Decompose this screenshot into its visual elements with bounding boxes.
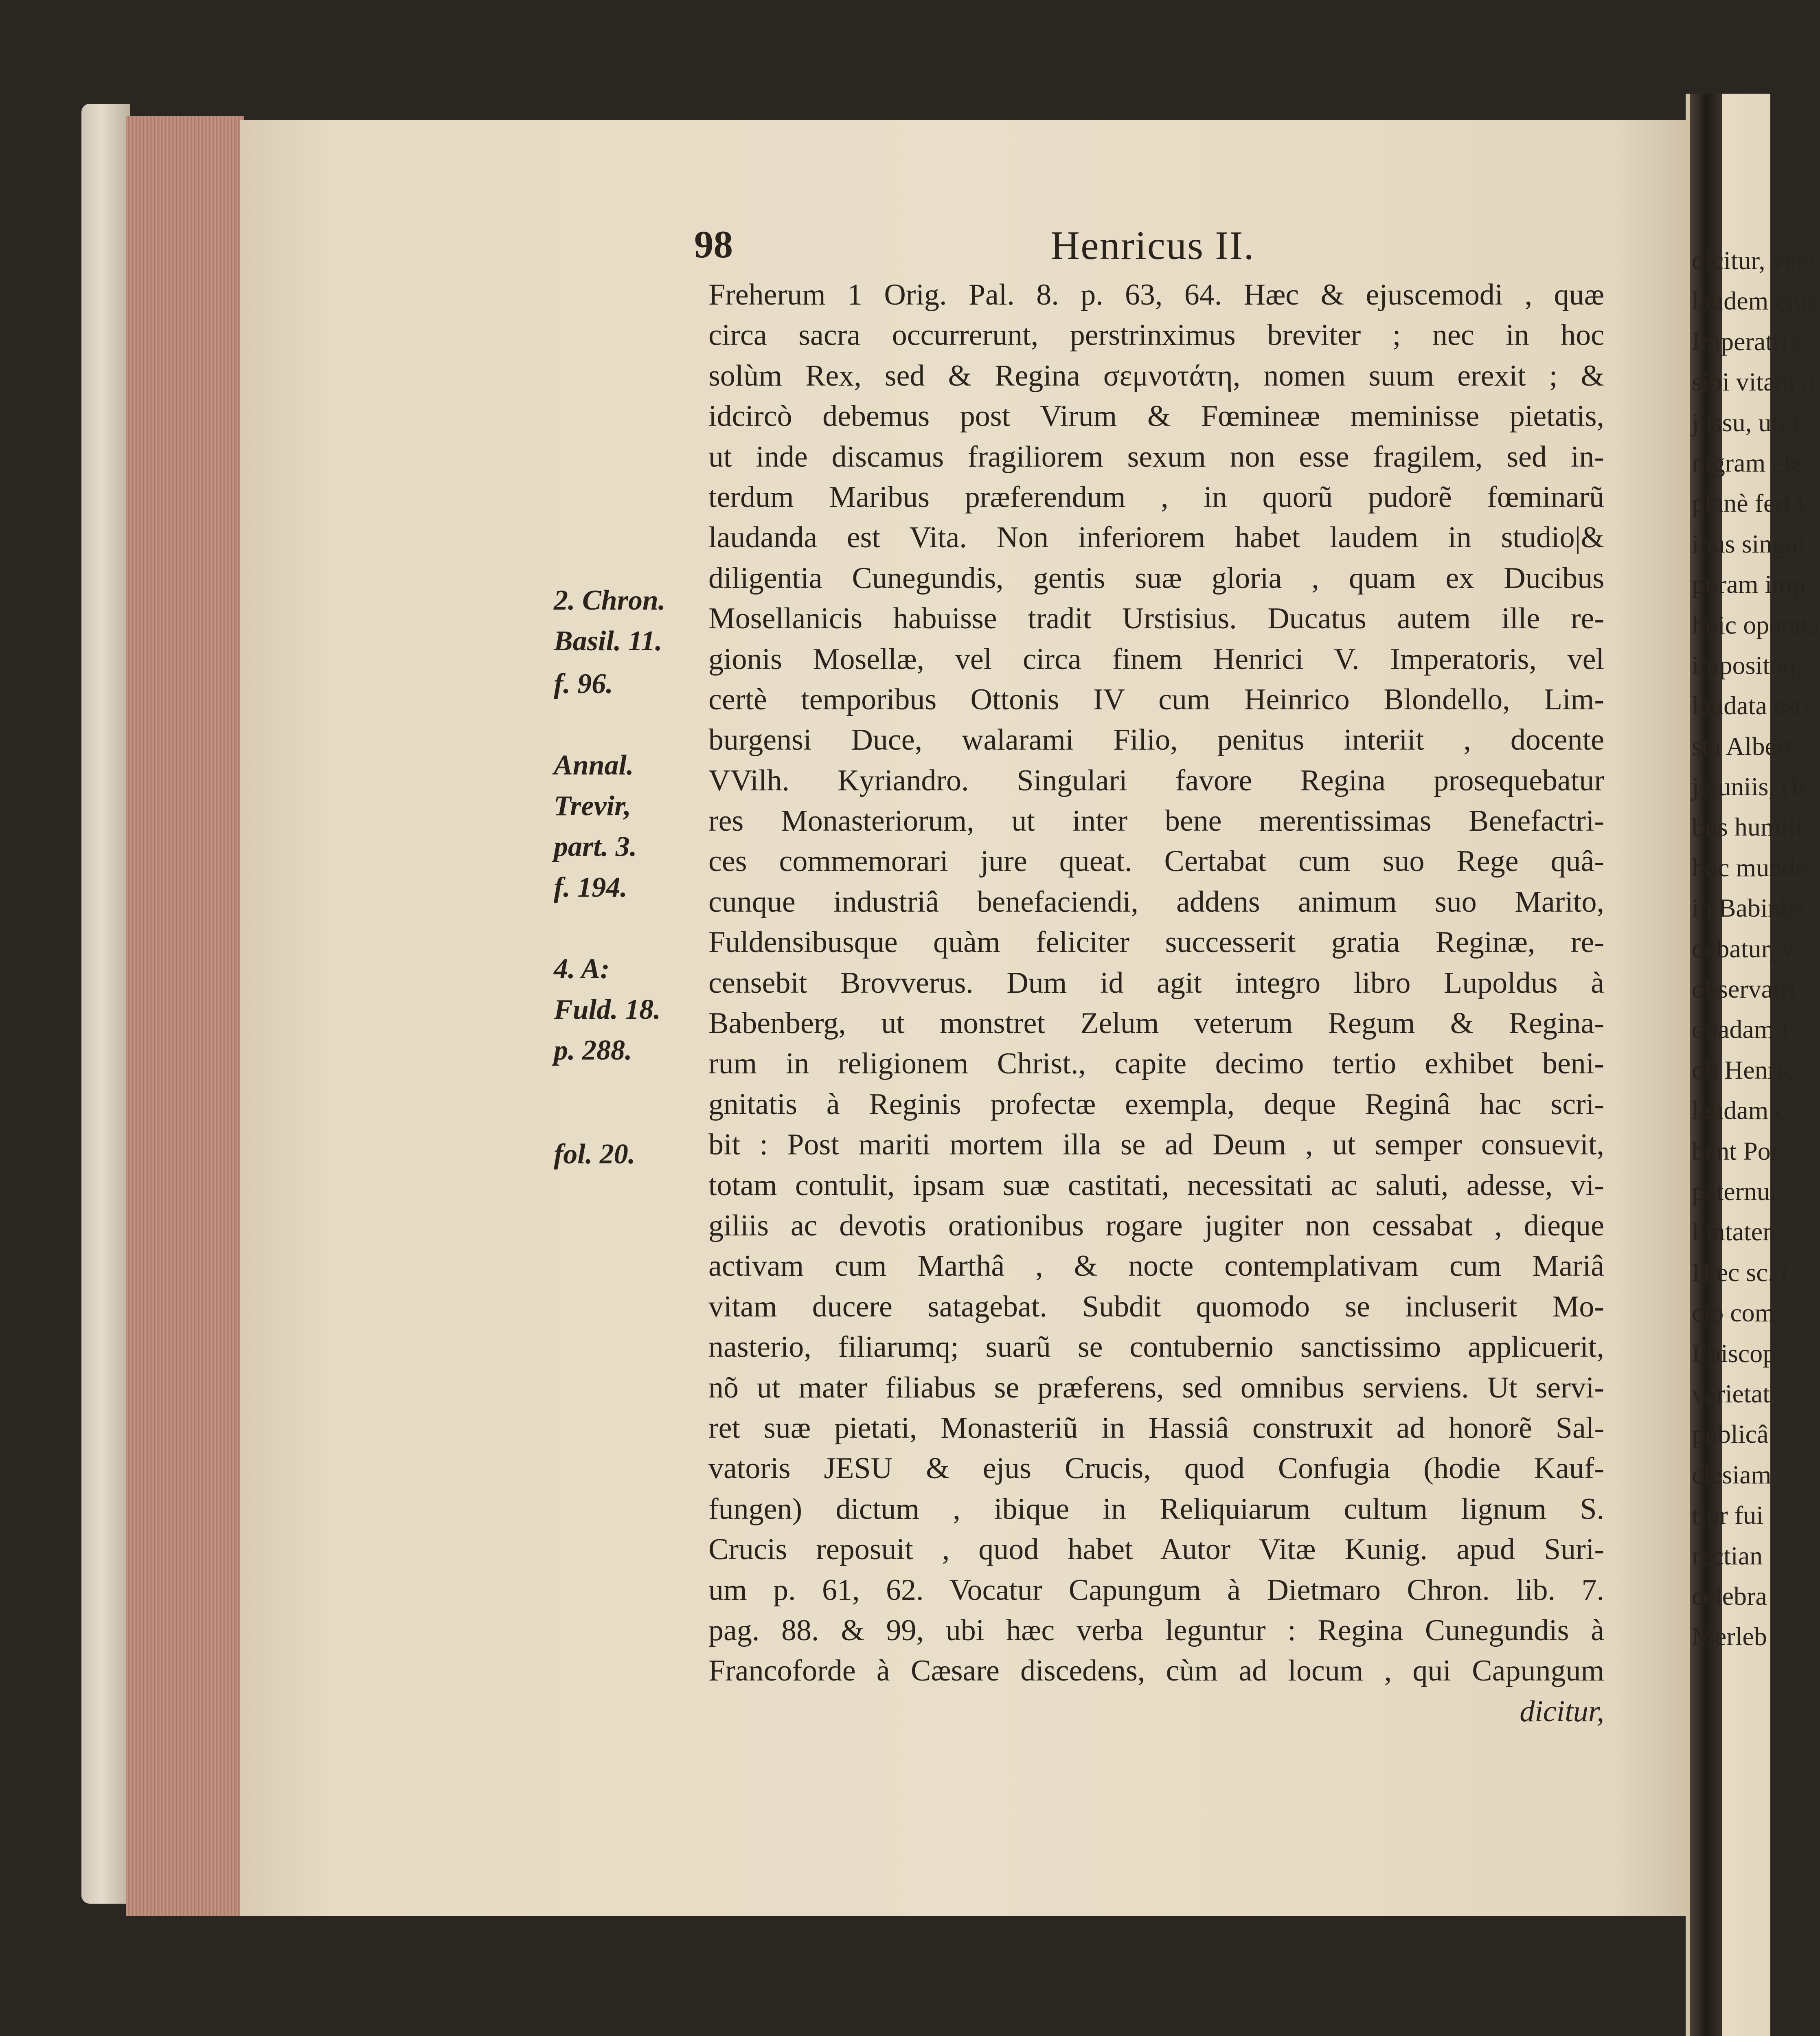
page-edges [126, 116, 244, 1916]
margin-note: 4. A: [554, 953, 610, 985]
text-line: vitam ducere satagebat. Subdit quomodo se incluserit Mo- [708, 1290, 1604, 1323]
facing-line: nigram ele [1692, 448, 1802, 477]
margin-notes [554, 0, 708, 2036]
facing-line: ob Henric [1692, 1055, 1796, 1084]
text-line: circa sacra occurrerunt, perstrinximus breviter ; nec in hoc [708, 318, 1604, 352]
text-line: nõ ut mater filiabus se præferens, sed omnibus serviens. Ut servi- [708, 1371, 1604, 1404]
facing-line: Hæc sc. i [1692, 1257, 1788, 1287]
text-line: vatoris JESU & ejus Crucis, quod Confugia (hodie Kauf- [708, 1452, 1604, 1485]
facing-line: paternur [1692, 1176, 1779, 1206]
catchword: dicitur, [1520, 1694, 1604, 1728]
facing-line: dicitur, veni [1692, 246, 1817, 275]
text-line: res Monasteriorum, ut inter bene merentissimas Benefactri- [708, 804, 1604, 838]
facing-line: quadam I [1692, 1015, 1789, 1044]
margin-note: Annal. [554, 750, 634, 781]
text-line: Fuldensibusque quàm feliciter successerit gratia Reginæ, re- [708, 926, 1604, 959]
margin-note: part. 3. [554, 831, 637, 862]
page-number: 98 [694, 223, 733, 266]
text-line: ret suæ pietati, Monasteriũ in Hassiâ construxit ad honorẽ Sal- [708, 1411, 1604, 1445]
text-line: gnitatis à Reginis profectæ exempla, deque Reginâ hac scri- [708, 1087, 1604, 1121]
facing-line: laudata esti [1692, 691, 1810, 720]
text-line: cunque industriâ benefaciendi, addens animum suo Marito, [708, 885, 1604, 919]
facing-line: observatri [1692, 974, 1796, 1004]
facing-line: bent Por [1692, 1136, 1780, 1165]
text-line: Crucis reposuit , quod habet Autor Vitæ Kunig. apud Suri- [708, 1533, 1604, 1566]
facing-line: debatur, v [1692, 934, 1795, 963]
margin-note: Basil. 11. [554, 625, 662, 657]
facing-line: ibus singul [1692, 529, 1806, 558]
facing-line: hoc mundo [1692, 853, 1809, 882]
facing-line: in Babinbe [1692, 893, 1806, 923]
text-line: Mosellanicis habuisse tradit Urstisius. Ducatus autem ille re- [708, 602, 1604, 636]
facing-line: impositoq; [1692, 650, 1803, 680]
facing-line: varietat [1692, 1379, 1770, 1408]
facing-line: sibi vitam o [1692, 367, 1815, 397]
text-line: pag. 88. & 99, ubi hæc verba leguntur : Regina Cunegundis à [708, 1613, 1604, 1647]
text-line: certè temporibus Ottonis IV cum Heinrico Blondello, Lim- [708, 682, 1604, 716]
running-title: Henricus II. [1050, 223, 1255, 268]
text-line: fungen) dictum , ibique in Reliquiarum cultum lignum S. [708, 1492, 1604, 1526]
text-line: solùm Rex, sed & Regina σεμνοτάτη, nomen suum erexit ; & [708, 359, 1604, 393]
margin-note: p. 288. [554, 1035, 632, 1066]
facing-line: Imperatrix [1692, 327, 1802, 356]
facing-line: publicâ [1692, 1419, 1769, 1449]
facing-line: Merleb [1692, 1622, 1767, 1651]
book-cover-edge [81, 104, 130, 1904]
running-head [0, 222, 1770, 271]
margin-note: Trevir, [554, 790, 631, 822]
facing-line: clesiam [1692, 1460, 1772, 1489]
text-line: burgensi Duce, walarami Filio, penitus interiit , docente [708, 723, 1604, 757]
text-line: giliis ac devotis orationibus rogare jugiter non cessabat , dieque [708, 1209, 1604, 1242]
facing-line: puram imp [1692, 570, 1806, 599]
body-text [708, 275, 1604, 1732]
facing-line: laudam c [1692, 1096, 1787, 1125]
text-line: rum in religionem Christ., capite decimo tertio exhibet beni- [708, 1047, 1604, 1081]
facing-line: bus humili [1692, 812, 1803, 842]
facing-line: huic operata [1692, 610, 1820, 639]
facing-page-text [1692, 240, 1820, 1657]
facing-line: jejuniis, (It [1692, 772, 1806, 801]
text-line: bit : Post mariti mortem illa se ad Deum , ut semper consuevit, [708, 1128, 1604, 1162]
text-line: diligentia Cunegundis, gentis suæ gloria , quam ex Ducibus [708, 561, 1604, 595]
text-line: totam contulit, ipsam suæ castitati, necessitati ac saluti, adesse, vi- [708, 1168, 1604, 1202]
text-line: VVilh. Kyriandro. Singulari favore Regina prosequebatur [708, 764, 1604, 797]
text-line: nasterio, filiarumq; suarũ se contubernio sanctissimo applicuerit, [708, 1330, 1604, 1364]
facing-line: cio com [1692, 1298, 1775, 1327]
facing-line: luntaten [1692, 1217, 1776, 1246]
margin-note: f. 194. [554, 872, 627, 903]
text-line: terdum Maribus præferendum , in quorũ pudorẽ fœminarũ [708, 480, 1604, 514]
text-line: Francoforde à Cæsare discedens, cùm ad locum , qui Capungum [708, 1654, 1604, 1688]
facing-line: jussu, uti L [1692, 408, 1809, 437]
text-line: Freherum 1 Orig. Pal. 8. p. 63, 64. Hæc & ejuscemodi , quæ [708, 278, 1604, 312]
facing-line: sta Albert [1692, 731, 1793, 761]
facing-line: celebra [1692, 1581, 1767, 1610]
margin-note: 2. Chron. [554, 585, 666, 616]
facing-line: laudem ejus [1692, 286, 1817, 316]
text-line: gionis Mosellæ, vel circa finem Henrici V. Imperatoris, vel [708, 642, 1604, 676]
text-line: ut inde discamus fragiliorem sexum non esse fragilem, sed in- [708, 440, 1604, 474]
facing-line: tior fui [1692, 1501, 1763, 1530]
margin-note: f. 96. [554, 668, 613, 700]
text-line: laudanda est Vita. Non inferiorem habet laudem in studio|& [708, 521, 1604, 555]
text-line: Babenberg, ut monstret Zelum veterum Regum & Regina- [708, 1007, 1604, 1040]
margin-note: fol. 20. [554, 1139, 636, 1170]
text-line: ces commemorari jure queat. Certabat cum suo Rege quâ- [708, 845, 1604, 878]
margin-note: Fuld. 18. [554, 994, 661, 1025]
text-line: idcircò debemus post Virum & Fœmineæ meminisse pietatis, [708, 399, 1604, 433]
facing-line: rectian [1692, 1541, 1763, 1570]
facing-line: planè fert C [1692, 489, 1815, 518]
text-line: censebit Brovverus. Dum id agit integro libro Lupoldus à [708, 966, 1604, 1000]
text-line: activam cum Marthâ , & nocte contemplativam cum Mariâ [708, 1249, 1604, 1283]
text-line: um p. 61, 62. Vocatur Capungum à Dietmaro Chron. lib. 7. [708, 1573, 1604, 1607]
facing-line: Episcop [1692, 1338, 1776, 1368]
